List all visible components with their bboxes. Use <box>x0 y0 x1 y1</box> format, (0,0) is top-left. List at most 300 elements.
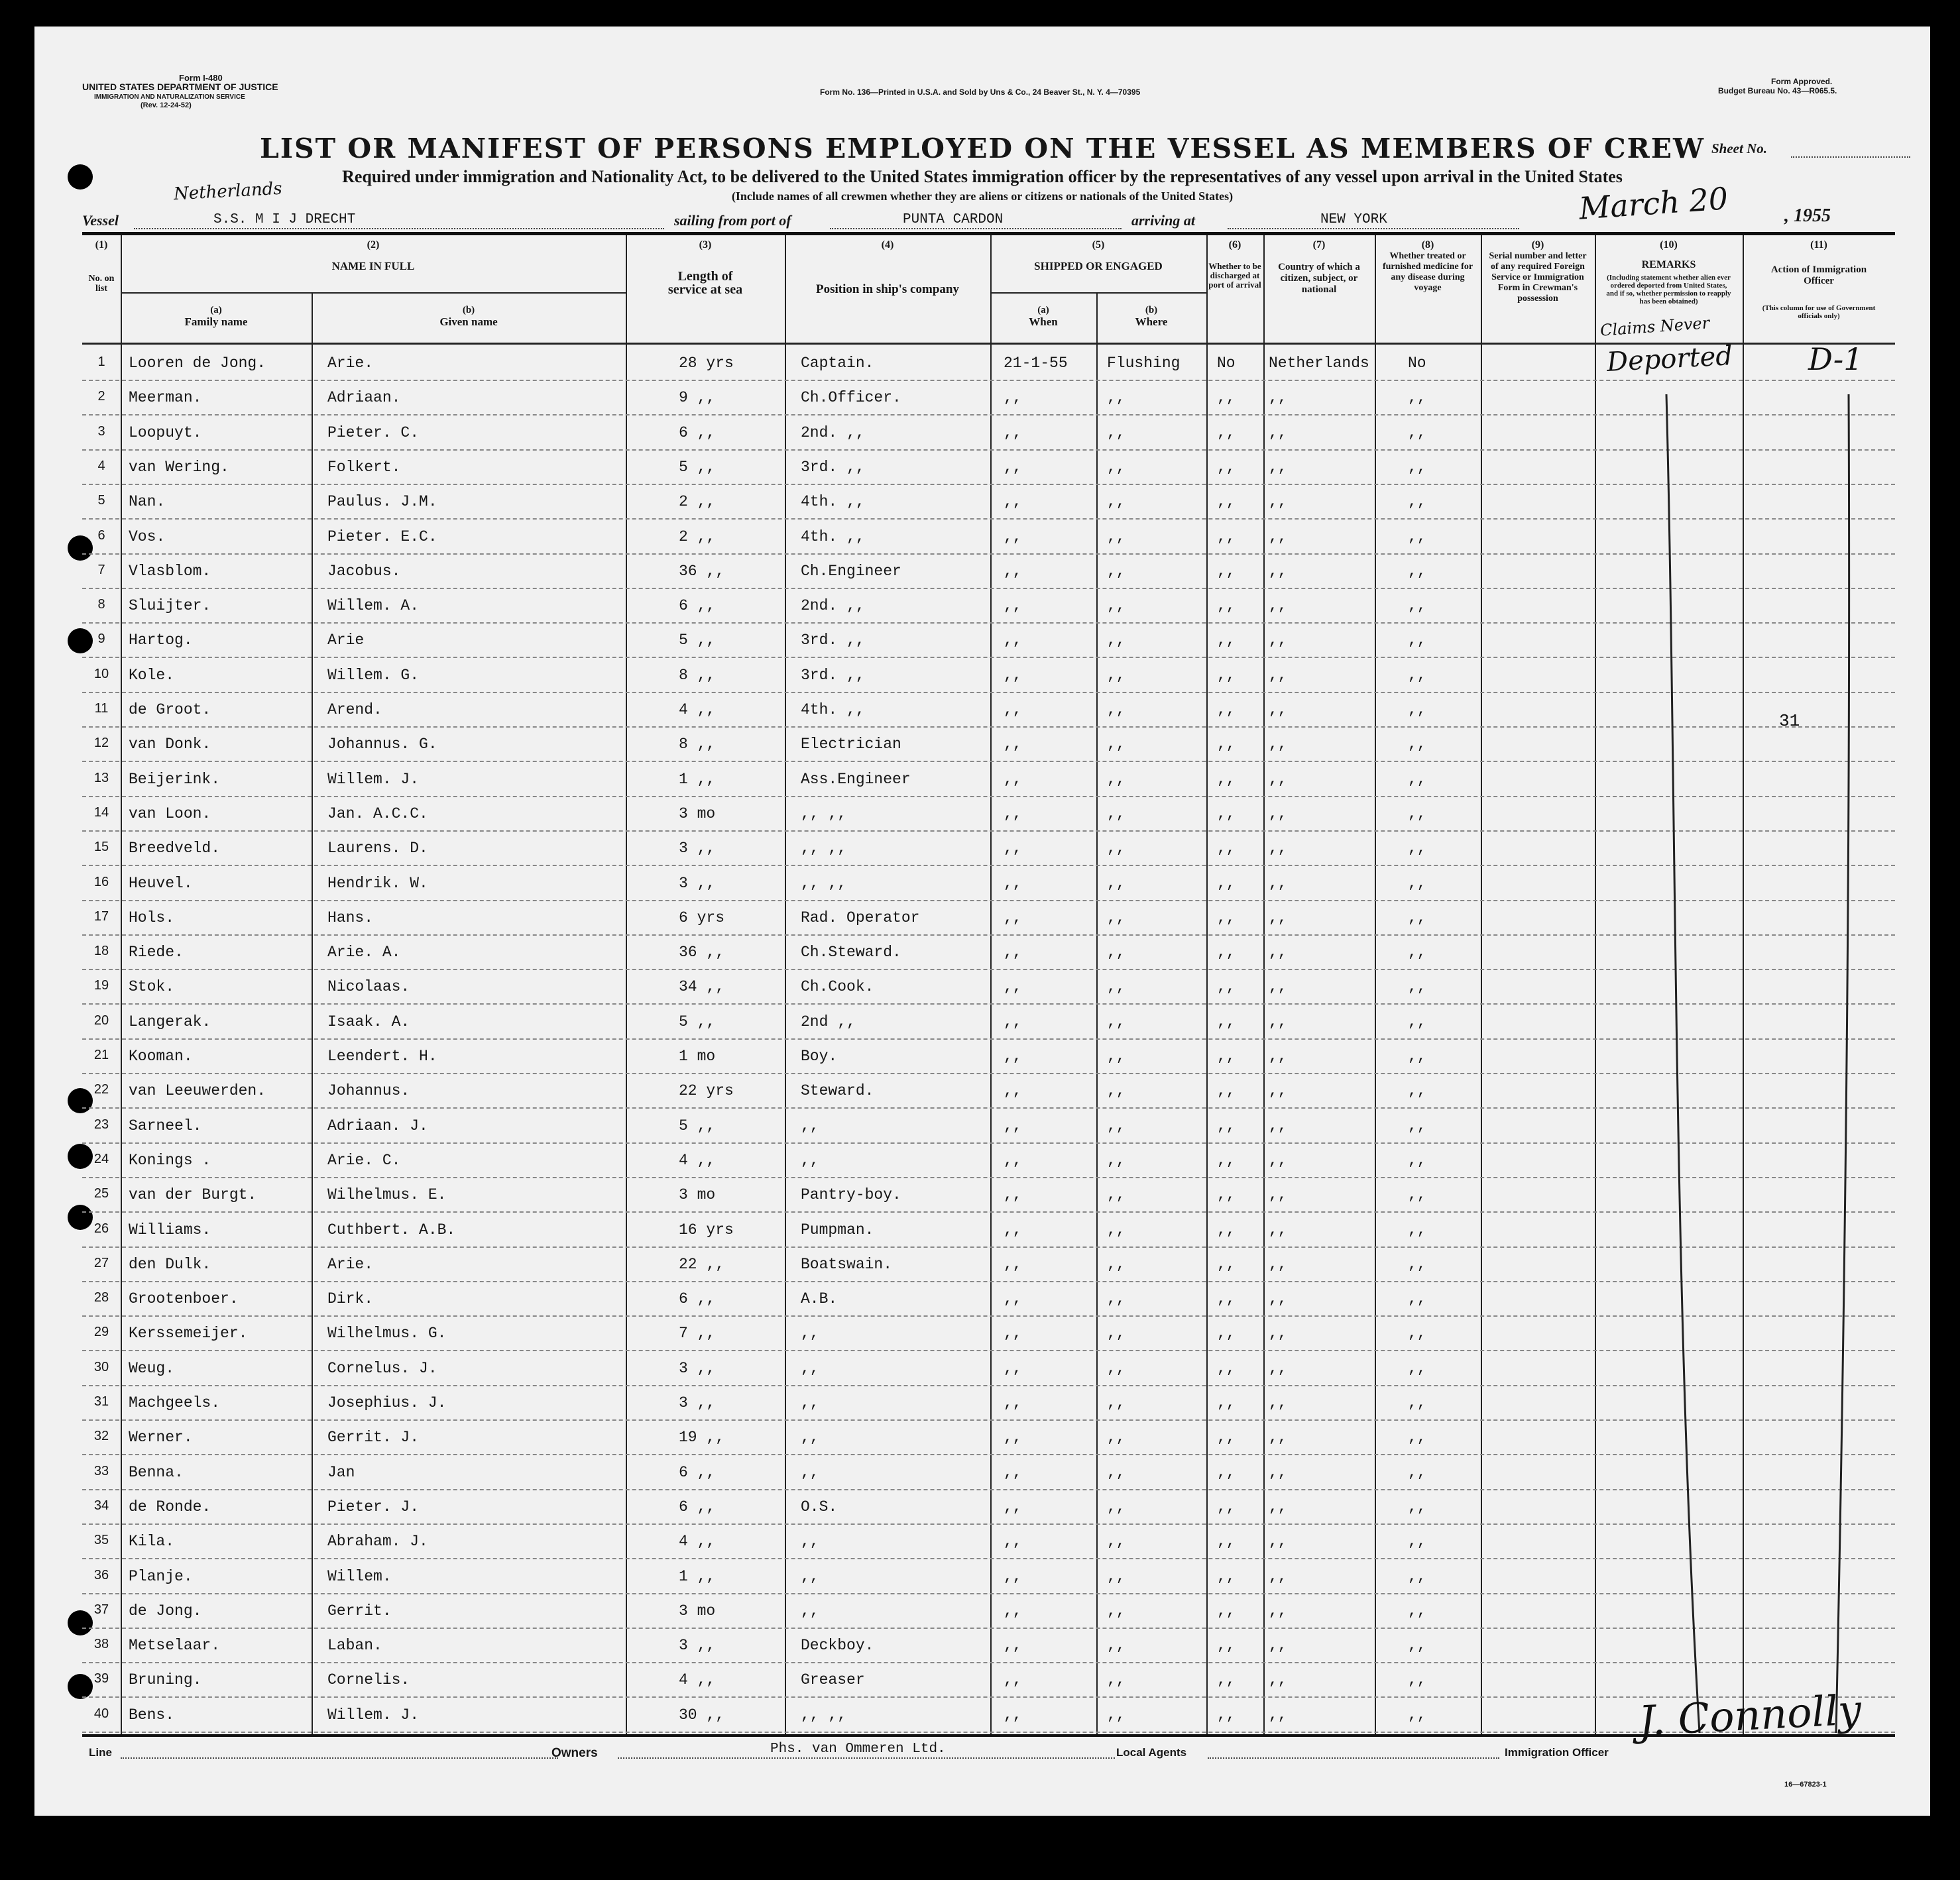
given-name: Jan. A.C.C. <box>327 804 428 822</box>
position: Deckboy. <box>801 1637 874 1655</box>
form-id: Form I-480 <box>179 73 223 83</box>
shipped-where: ,, <box>1107 1533 1125 1551</box>
family-name: van Leeuwerden. <box>129 1082 266 1100</box>
country: ,, <box>1269 1498 1287 1516</box>
medical: ,, <box>1408 874 1426 892</box>
position: Ch.Steward. <box>801 944 901 962</box>
owners-field <box>618 1757 1115 1759</box>
given-name: Wilhelmus. G. <box>327 1325 447 1343</box>
position: ,, <box>801 1533 819 1551</box>
discharged: ,, <box>1217 1463 1236 1481</box>
family-name: de Jong. <box>129 1602 202 1620</box>
medical: ,, <box>1408 1463 1426 1481</box>
country: ,, <box>1269 1255 1287 1273</box>
family-name: Sluijter. <box>129 597 211 615</box>
sheet-number-field <box>1791 156 1910 158</box>
given-name: Jacobus. <box>327 562 401 580</box>
country: ,, <box>1269 1013 1287 1030</box>
discharged: ,, <box>1217 632 1236 649</box>
col-4-heading: Position in ship's company <box>816 282 959 296</box>
col-2a-number: (a) <box>210 305 222 315</box>
position: ,, ,, <box>801 1706 847 1724</box>
service-length: 28 yrs <box>679 355 734 372</box>
discharged: ,, <box>1217 1151 1236 1169</box>
shipped-where: ,, <box>1107 1082 1125 1100</box>
col-6-heading: Whether to be discharged at port of arrival <box>1208 261 1261 290</box>
shipped-where: ,, <box>1107 458 1125 476</box>
sailing-label: sailing from port of <box>674 212 791 229</box>
service-length: 3 mo <box>679 1602 716 1620</box>
family-name: den Dulk. <box>129 1255 211 1273</box>
given-name: Willem. J. <box>327 770 420 788</box>
shipped-where: ,, <box>1107 874 1125 892</box>
col-3-heading: Length of service at sea <box>667 269 743 297</box>
shipped-when: ,, <box>1004 1151 1022 1169</box>
family-name: Kole. <box>129 666 175 684</box>
service-length: 4 ,, <box>679 1671 716 1689</box>
discharged: ,, <box>1217 1394 1236 1411</box>
given-name: Folkert. <box>327 458 401 476</box>
position: ,, <box>801 1567 819 1585</box>
shipped-when: ,, <box>1004 1637 1022 1655</box>
shipped-when: ,, <box>1004 1463 1022 1481</box>
shipped-when: ,, <box>1004 701 1022 718</box>
discharged: ,, <box>1217 701 1236 718</box>
vessel-name: S.S. M I J DRECHT <box>213 212 356 227</box>
service-length: 3 ,, <box>679 1637 716 1655</box>
discharged: ,, <box>1217 1082 1236 1100</box>
shipped-when: ,, <box>1004 597 1022 615</box>
country: ,, <box>1269 1221 1287 1239</box>
col-10-note: (Including statement whether alien ever ordered deported from United States, and if so, whether permission to reapply has been obtained) <box>1606 274 1731 305</box>
shipped-where: ,, <box>1107 1637 1125 1655</box>
given-name: Willem. A. <box>327 597 420 615</box>
given-name: Cuthbert. A.B. <box>327 1221 456 1239</box>
shipped-where: Flushing <box>1107 355 1181 372</box>
budget-bureau: Budget Bureau No. 43—R065.5. <box>1718 86 1837 95</box>
given-name: Wilhelmus. E. <box>327 1186 447 1204</box>
given-name: Josephius. J. <box>327 1394 447 1411</box>
shipped-where: ,, <box>1107 1671 1125 1689</box>
service-length: 5 ,, <box>679 1117 716 1134</box>
col-2a-heading: Family name <box>184 315 248 328</box>
shipped-where: ,, <box>1107 666 1125 684</box>
row-number: 24 <box>93 1151 109 1166</box>
shipped-where: ,, <box>1107 562 1125 580</box>
family-name: van Donk. <box>129 736 211 753</box>
col-11-heading: Action of Immigration Officer <box>1770 264 1867 286</box>
family-name: Riede. <box>129 944 184 962</box>
row-number: 18 <box>93 944 109 959</box>
country: ,, <box>1269 1533 1287 1551</box>
family-name: van der Burgt. <box>129 1186 257 1204</box>
country: ,, <box>1269 1429 1287 1447</box>
arriving-port: NEW YORK <box>1320 212 1387 227</box>
officer-signature: J. Connolly <box>1637 1685 1863 1745</box>
col-5a-number: (a) <box>1037 305 1049 315</box>
family-name: Hols. <box>129 909 175 926</box>
discharged: ,, <box>1217 1221 1236 1239</box>
row-number: 29 <box>93 1325 109 1340</box>
country: ,, <box>1269 1048 1287 1065</box>
discharged: ,, <box>1217 1671 1236 1689</box>
discharged: ,, <box>1217 1359 1236 1377</box>
discharged: ,, <box>1217 874 1236 892</box>
service-length: 22 ,, <box>679 1255 725 1273</box>
shipped-where: ,, <box>1107 389 1125 407</box>
shipped-where: ,, <box>1107 423 1125 441</box>
service-length: 16 yrs <box>679 1221 734 1239</box>
position: 3rd. ,, <box>801 632 865 649</box>
position: ,, <box>801 1394 819 1411</box>
shipped-when: ,, <box>1004 1048 1022 1065</box>
row-number: 19 <box>93 978 109 993</box>
service-length: 6 ,, <box>679 1463 716 1481</box>
position: Greaser <box>801 1671 865 1689</box>
medical: ,, <box>1408 597 1426 615</box>
service-length: 36 ,, <box>679 562 725 580</box>
shipped-where: ,, <box>1107 1048 1125 1065</box>
shipped-where: ,, <box>1107 840 1125 857</box>
family-name: Benna. <box>129 1463 184 1481</box>
row-number: 3 <box>97 423 105 439</box>
shipped-when: ,, <box>1004 978 1022 996</box>
service-length: 4 ,, <box>679 701 716 718</box>
given-name: Arie. C. <box>327 1151 401 1169</box>
country: ,, <box>1269 701 1287 718</box>
medical: ,, <box>1408 1290 1426 1308</box>
row-number: 1 <box>97 355 105 369</box>
service-length: 3 ,, <box>679 1394 716 1411</box>
col-10-number: (10) <box>1660 239 1678 250</box>
col-2b-heading: Given name <box>439 315 498 328</box>
country: ,, <box>1269 493 1287 511</box>
country: ,, <box>1269 1463 1287 1481</box>
discharged: ,, <box>1217 562 1236 580</box>
row-number: 33 <box>93 1463 109 1478</box>
row-number: 9 <box>97 632 105 647</box>
family-name: Planje. <box>129 1567 193 1585</box>
service-length: 6 yrs <box>679 909 725 926</box>
service-length: 3 ,, <box>679 840 716 857</box>
service-length: 2 ,, <box>679 527 716 545</box>
service-length: 30 ,, <box>679 1706 725 1724</box>
shipped-when: ,, <box>1004 1082 1022 1100</box>
service-length: 3 ,, <box>679 874 716 892</box>
family-name: Looren de Jong. <box>129 355 266 372</box>
country: ,, <box>1269 1706 1287 1724</box>
position: 4th. ,, <box>801 701 865 718</box>
shipped-where: ,, <box>1107 493 1125 511</box>
shipped-where: ,, <box>1107 804 1125 822</box>
shipped-where: ,, <box>1107 978 1125 996</box>
discharged: ,, <box>1217 1706 1236 1724</box>
service-length: 5 ,, <box>679 1013 716 1030</box>
discharged: ,, <box>1217 1290 1236 1308</box>
medical: ,, <box>1408 527 1426 545</box>
service-length: 5 ,, <box>679 632 716 649</box>
row-number: 39 <box>93 1671 109 1686</box>
country: ,, <box>1269 1325 1287 1343</box>
row-number: 12 <box>93 736 109 751</box>
discharged: ,, <box>1217 944 1236 962</box>
col-5b-number: (b) <box>1145 305 1158 315</box>
service-name: IMMIGRATION AND NATURALIZATION SERVICE <box>94 93 245 101</box>
given-name: Gerrit. <box>327 1602 392 1620</box>
medical: ,, <box>1408 1082 1426 1100</box>
shipped-where: ,, <box>1107 1394 1125 1411</box>
shipped-when: ,, <box>1004 944 1022 962</box>
medical: ,, <box>1408 1671 1426 1689</box>
medical: ,, <box>1408 909 1426 926</box>
shipped-where: ,, <box>1107 1429 1125 1447</box>
shipped-where: ,, <box>1107 1567 1125 1585</box>
service-length: 5 ,, <box>679 458 716 476</box>
discharged: ,, <box>1217 978 1236 996</box>
shipped-where: ,, <box>1107 1290 1125 1308</box>
country: Netherlands <box>1269 355 1369 372</box>
position: 4th. ,, <box>801 493 865 511</box>
shipped-where: ,, <box>1107 1013 1125 1030</box>
position: A.B. <box>801 1290 838 1308</box>
given-name: Leendert. H. <box>327 1048 437 1065</box>
shipped-when: ,, <box>1004 804 1022 822</box>
shipped-where: ,, <box>1107 1498 1125 1516</box>
service-length: 36 ,, <box>679 944 725 962</box>
given-name: Johannus. <box>327 1082 410 1100</box>
country: ,, <box>1269 632 1287 649</box>
row-number: 17 <box>93 909 109 924</box>
discharged: ,, <box>1217 909 1236 926</box>
country: ,, <box>1269 804 1287 822</box>
shipped-where: ,, <box>1107 1325 1125 1343</box>
shipped-when: ,, <box>1004 1186 1022 1204</box>
medical: ,, <box>1408 562 1426 580</box>
shipped-where: ,, <box>1107 1221 1125 1239</box>
shipped-when: ,, <box>1004 1567 1022 1585</box>
service-length: 6 ,, <box>679 597 716 615</box>
family-name: Heuvel. <box>129 874 193 892</box>
given-name: Laurens. D. <box>327 840 428 857</box>
shipped-when: ,, <box>1004 736 1022 753</box>
country: ,, <box>1269 1567 1287 1585</box>
position: ,, <box>801 1117 819 1134</box>
given-name: Laban. <box>327 1637 382 1655</box>
given-name: Pieter. C. <box>327 423 420 441</box>
shipped-when: ,, <box>1004 840 1022 857</box>
medical: ,, <box>1408 840 1426 857</box>
position: 3rd. ,, <box>801 458 865 476</box>
position: Rad. Operator <box>801 909 920 926</box>
family-name: Beijerink. <box>129 770 221 788</box>
shipped-when: ,, <box>1004 1221 1022 1239</box>
shipped-when: ,, <box>1004 632 1022 649</box>
discharged: ,, <box>1217 804 1236 822</box>
discharged: No <box>1217 355 1236 372</box>
given-name: Dirk. <box>327 1290 374 1308</box>
given-name: Hans. <box>327 909 374 926</box>
discharged: ,, <box>1217 1117 1236 1134</box>
service-length: 8 ,, <box>679 736 716 753</box>
medical: ,, <box>1408 944 1426 962</box>
arrival-date-handwritten: March 20 <box>1578 180 1729 227</box>
position: Pantry-boy. <box>801 1186 901 1204</box>
line-label: Line <box>89 1746 112 1759</box>
medical: ,, <box>1408 458 1426 476</box>
shipped-where: ,, <box>1107 1602 1125 1620</box>
discharged: ,, <box>1217 1533 1236 1551</box>
family-name: Bens. <box>129 1706 175 1724</box>
col-1-number: (1) <box>95 239 108 250</box>
medical: ,, <box>1408 1359 1426 1377</box>
subnote: (Include names of all crewmen whether they are aliens or citizens or nationals of the United States) <box>731 190 1234 203</box>
given-name: Hendrik. W. <box>327 874 428 892</box>
country: ,, <box>1269 840 1287 857</box>
position: Electrician <box>801 736 901 753</box>
given-name: Arie. A. <box>327 944 401 962</box>
row-number: 21 <box>93 1048 109 1062</box>
given-name: Jan <box>327 1463 355 1481</box>
position: Ch.Cook. <box>801 978 874 996</box>
position: ,, <box>801 1463 819 1481</box>
shipped-where: ,, <box>1107 1255 1125 1273</box>
medical: ,, <box>1408 770 1426 788</box>
row-number: 11 <box>94 701 109 716</box>
shipped-where: ,, <box>1107 701 1125 718</box>
family-name: Stok. <box>129 978 175 996</box>
row-number: 22 <box>93 1082 109 1097</box>
family-name: Meerman. <box>129 389 202 407</box>
row-number: 25 <box>93 1186 109 1201</box>
row-number: 7 <box>97 562 105 577</box>
shipped-where: ,, <box>1107 597 1125 615</box>
medical: ,, <box>1408 493 1426 511</box>
discharged: ,, <box>1217 1255 1236 1273</box>
col-10-heading: REMARKS <box>1641 259 1696 270</box>
medical: ,, <box>1408 1048 1426 1065</box>
position: ,, ,, <box>801 804 847 822</box>
position: Boatswain. <box>801 1255 893 1273</box>
discharged: ,, <box>1217 1429 1236 1447</box>
family-name: de Ronde. <box>129 1498 211 1516</box>
shipped-when: ,, <box>1004 1013 1022 1030</box>
row-number: 30 <box>93 1359 109 1374</box>
position: ,, <box>801 1602 819 1620</box>
family-name: Metselaar. <box>129 1637 221 1655</box>
row-number: 6 <box>97 527 105 543</box>
family-name: van Wering. <box>129 458 229 476</box>
row-number: 4 <box>97 458 105 473</box>
given-name: Isaak. A. <box>327 1013 410 1030</box>
position: 2nd. ,, <box>801 597 865 615</box>
position: 2nd. ,, <box>801 423 865 441</box>
country: ,, <box>1269 736 1287 753</box>
family-name: Nan. <box>129 493 166 511</box>
shipped-where: ,, <box>1107 632 1125 649</box>
remarks-handwritten-deported: Deported <box>1605 341 1733 378</box>
medical: ,, <box>1408 1186 1426 1204</box>
medical: ,, <box>1408 1255 1426 1273</box>
row-number: 10 <box>93 666 109 681</box>
service-length: 22 yrs <box>679 1082 734 1100</box>
manifest-page <box>34 27 1930 1816</box>
service-length: 3 mo <box>679 1186 716 1204</box>
port-field <box>830 228 1122 229</box>
country: ,, <box>1269 1671 1287 1689</box>
row-number: 14 <box>93 804 109 820</box>
shipped-where: ,, <box>1107 1117 1125 1134</box>
medical: ,, <box>1408 389 1426 407</box>
family-name: Machgeels. <box>129 1394 221 1411</box>
form-number: Form No. 136—Printed in U.S.A. and Sold by Uns & Co., 24 Beaver St., N. Y. 4—70395 <box>820 87 1141 97</box>
family-name: Konings . <box>129 1151 211 1169</box>
row-number: 35 <box>93 1533 109 1548</box>
given-name: Paulus. J.M. <box>327 493 437 511</box>
given-name: Willem. J. <box>327 1706 420 1724</box>
shipped-when: ,, <box>1004 562 1022 580</box>
row-number: 34 <box>93 1498 109 1513</box>
col-9-heading: Serial number and letter of any required Foreign Service or Immigration Form in Crewman's possession <box>1489 251 1587 304</box>
discharged: ,, <box>1217 736 1236 753</box>
family-name: Breedveld. <box>129 840 221 857</box>
given-name: Cornelis. <box>327 1671 410 1689</box>
medical: ,, <box>1408 666 1426 684</box>
position: Ch.Officer. <box>801 389 901 407</box>
service-length: 2 ,, <box>679 493 716 511</box>
service-length: 19 ,, <box>679 1429 725 1447</box>
shipped-when: ,, <box>1004 909 1022 926</box>
country: ,, <box>1269 423 1287 441</box>
row-number: 13 <box>93 770 109 785</box>
family-name: de Groot. <box>129 701 211 718</box>
medical: ,, <box>1408 1533 1426 1551</box>
col-2-heading: NAME IN FULL <box>331 260 415 272</box>
row-number: 5 <box>97 493 105 508</box>
col-11-note: (This column for use of Government officials only) <box>1762 304 1876 320</box>
position: ,, <box>801 1359 819 1377</box>
given-name: Pieter. E.C. <box>327 527 437 545</box>
col-2-number: (2) <box>367 239 380 250</box>
action-handwritten: D-1 <box>1808 341 1863 377</box>
remarks-handwritten-claims: Claims Never <box>1599 313 1710 340</box>
medical: ,, <box>1408 1325 1426 1343</box>
sheet-number-label: Sheet No. <box>1711 140 1767 156</box>
given-name: Johannus. G. <box>327 736 437 753</box>
row-number: 26 <box>93 1221 109 1236</box>
medical: ,, <box>1408 1117 1426 1134</box>
shipped-when: ,, <box>1004 1290 1022 1308</box>
country: ,, <box>1269 1186 1287 1204</box>
shipped-when: ,, <box>1004 1359 1022 1377</box>
discharged: ,, <box>1217 423 1236 441</box>
action-note: 31 <box>1779 711 1800 731</box>
shipped-when: ,, <box>1004 527 1022 545</box>
service-length: 3 mo <box>679 804 716 822</box>
medical: ,, <box>1408 1394 1426 1411</box>
discharged: ,, <box>1217 1186 1236 1204</box>
col-5-number: (5) <box>1092 239 1105 250</box>
row-number: 40 <box>93 1706 109 1721</box>
family-name: Hartog. <box>129 632 193 649</box>
discharged: ,, <box>1217 389 1236 407</box>
vessel-nationality-handwritten: Netherlands <box>173 178 283 205</box>
medical: ,, <box>1408 1637 1426 1655</box>
position: 2nd ,, <box>801 1013 856 1030</box>
given-name: Pieter. J. <box>327 1498 420 1516</box>
crew-table <box>82 232 1895 1737</box>
shipped-where: ,, <box>1107 909 1125 926</box>
medical: No <box>1408 355 1426 372</box>
